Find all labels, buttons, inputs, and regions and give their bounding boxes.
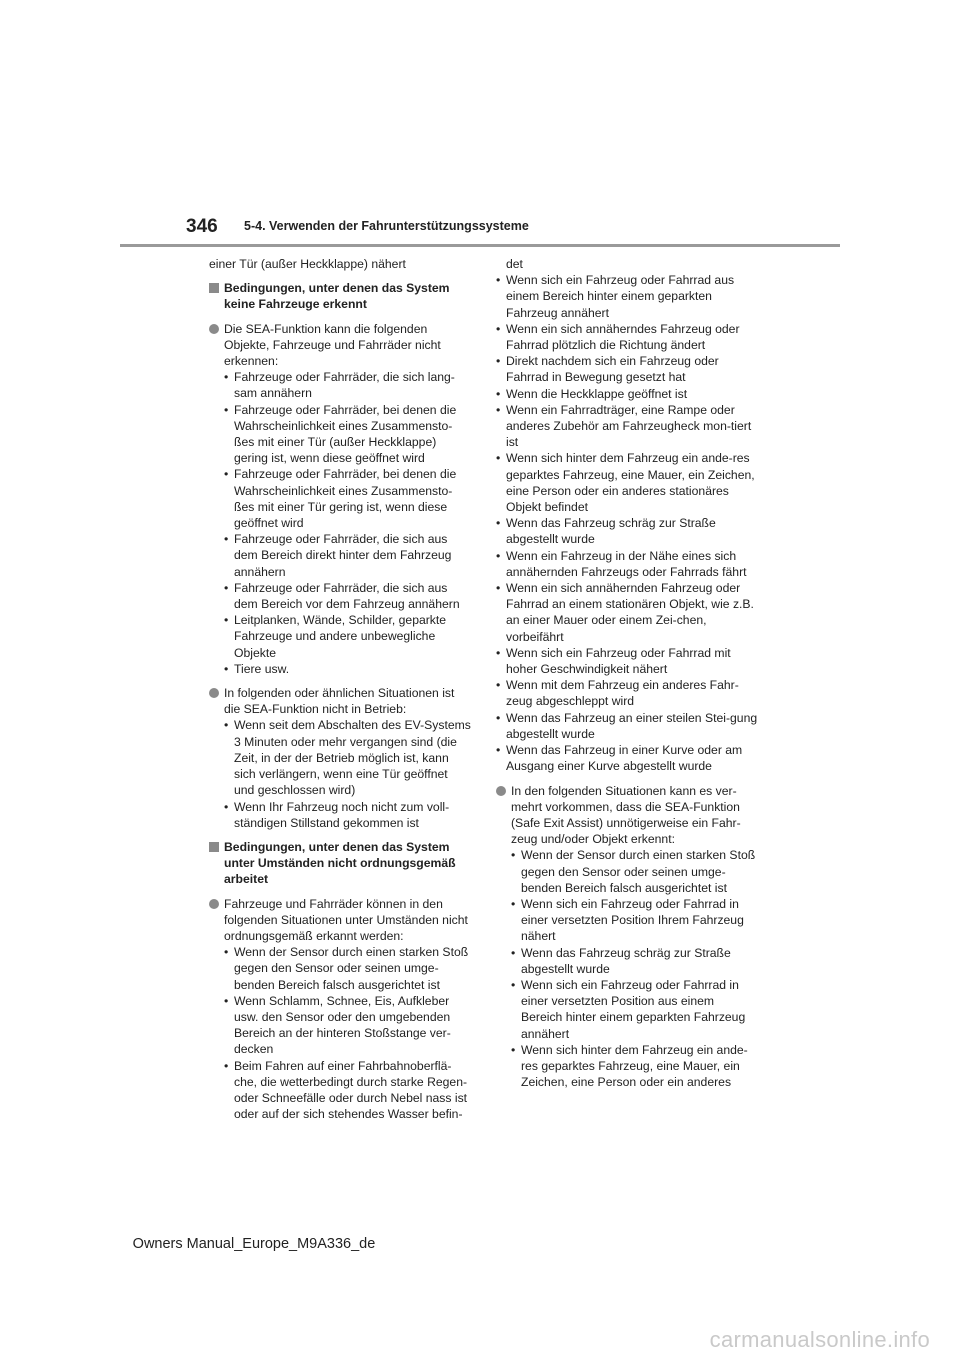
list-item: • Wenn sich ein Fahrzeug oder Fahrrad aus einem Bereich hinter einem geparkten Fahrzeug annähert [496, 272, 758, 321]
list-item: • Fahrzeuge oder Fahrräder, die sich aus dem Bereich direkt hinter dem Fahrzeug annähern [224, 531, 471, 580]
list-item: • Wenn sich hinter dem Fahrzeug ein ande-res geparktes Fahrzeug, eine Mauer, ein Zeichen, eine Person oder ein anderes stationäres Objekt befindet [496, 450, 758, 515]
continuation-text: det [506, 257, 523, 271]
circle-bullet-icon [209, 899, 219, 909]
list-item: • Wenn das Fahrzeug schräg zur Straße abgestellt wurde [511, 945, 758, 977]
square-bullet-icon [209, 283, 219, 293]
intro-text: einer Tür (außer Heckklappe) nähert [209, 257, 406, 271]
section-heading [209, 839, 471, 888]
list-item: • Wenn das Fahrzeug an einer steilen Stei-gung abgestellt wurde [496, 710, 758, 742]
bullet-paragraph [209, 321, 471, 677]
list-item: • Wenn ein sich annähernden Fahrzeug oder Fahrrad an einem stationären Objekt, wie z.B. an einer Mauer oder einem Zei-chen, vorbeifährt [496, 580, 758, 645]
list-item: • Wenn sich ein Fahrzeug oder Fahrrad in einer versetzten Position Ihrem Fahrzeug nähert [511, 896, 758, 945]
list-item: • Wenn das Fahrzeug schräg zur Straße abgestellt wurde [496, 515, 758, 547]
list-item: • Fahrzeuge oder Fahrräder, bei denen die Wahrscheinlichkeit eines Zusammensto-ßes mit einer Tür (außer Heckklappe) gering ist, wenn diese geöffnet wird [224, 402, 471, 467]
watermark: carmanualsonline.info [709, 1327, 930, 1352]
circle-bullet-icon [209, 324, 219, 334]
list-item: • Wenn ein Fahrzeug in der Nähe eines sich annähernden Fahrzeugs oder Fahrrads fährt [496, 548, 758, 580]
list-item: • Wenn das Fahrzeug in einer Kurve oder am Ausgang einer Kurve abgestellt wurde [496, 742, 758, 774]
bullet-list [224, 944, 471, 1122]
list-item: • Direkt nachdem sich ein Fahrzeug oder Fahrrad in Bewegung gesetzt hat [496, 353, 758, 385]
list-item: • Fahrzeuge oder Fahrräder, bei denen die Wahrscheinlichkeit eines Zusammensto-ßes mit einer Tür gering ist, wenn diese geöffnet wird [224, 466, 471, 531]
section-title: 5-4. Verwenden der Fahrunterstützungssysteme [244, 219, 529, 233]
circle-bullet-icon [209, 688, 219, 698]
list-item: • Wenn mit dem Fahrzeug ein anderes Fahr-zeug abgeschleppt wird [496, 677, 758, 709]
bullet-list [511, 847, 758, 1090]
paragraph-text: Fahrzeuge und Fahrräder können in den folgenden Situationen unter Umständen nicht ordnungsgemäß erkannt werden: [224, 896, 468, 943]
list-item: • Wenn sich hinter dem Fahrzeug ein ande-res geparktes Fahrzeug, eine Mauer, ein Zeichen, eine Person oder ein anderes [511, 1042, 758, 1091]
left-column [209, 256, 471, 1130]
bullet-paragraph [209, 896, 471, 1123]
footer [0, 1236, 960, 1252]
paragraph-text: Die SEA-Funktion kann die folgenden Objekte, Fahrzeuge und Fahrräder nicht erkennen: [224, 321, 441, 369]
page-number: 346 [186, 216, 218, 237]
heading-text: Bedingungen, unter denen das System keine Fahrzeuge erkennt [224, 281, 450, 312]
bullet-paragraph [496, 783, 758, 1091]
manual-id: Owners Manual_Europe_M9A336_de [132, 1236, 376, 1252]
square-bullet-icon [209, 842, 219, 852]
list-item: • Wenn Ihr Fahrzeug noch nicht zum voll-ständigen Stillstand gekommen ist [224, 799, 471, 831]
bullet-list [496, 272, 758, 774]
list-item: • Fahrzeuge oder Fahrräder, die sich lang-sam annähern [224, 369, 471, 401]
list-item: • Wenn ein Fahrradträger, eine Rampe oder anderes Zubehör am Fahrzeugheck mon-tiert ist [496, 402, 758, 451]
header-rule [120, 244, 840, 247]
heading-text: Bedingungen, unter denen das System unter Umständen nicht ordnungsgemäß arbeitet [224, 839, 456, 887]
bullet-list [224, 717, 471, 830]
list-item: • Tiere usw. [224, 661, 471, 677]
list-item: • Wenn sich ein Fahrzeug oder Fahrrad in einer versetzten Position aus einem Bereich hinter einem geparkten Fahrzeug annähert [511, 977, 758, 1042]
section-heading [209, 280, 471, 312]
list-item: • Wenn der Sensor durch einen starken Stoß gegen den Sensor oder seinen umge-benden Bereich falsch ausgerichtet ist [224, 944, 471, 993]
right-column [496, 256, 758, 1098]
list-item: • Wenn die Heckklappe geöffnet ist [496, 386, 758, 402]
paragraph-text: In den folgenden Situationen kann es ver-mehrt vorkommen, dass die SEA-Funktion (Safe Exit Assist) unnötigerweise ein Fahr-zeug und/oder Objekt erkennt: [511, 783, 741, 847]
list-item: • Beim Fahren auf einer Fahrbahnoberflä-che, die wetterbedingt durch starke Regen-oder Schneefälle oder durch Nebel nass ist oder auf der sich stehendes Wasser befin- [224, 1058, 471, 1123]
paragraph-text: In folgenden oder ähnlichen Situationen ist die SEA-Funktion nicht in Betrieb: [224, 686, 455, 717]
list-item: • Wenn Schlamm, Schnee, Eis, Aufkleber usw. den Sensor oder den umgebenden Bereich an der hinteren Stoßstange ver-decken [224, 993, 471, 1058]
list-item: • Leitplanken, Wände, Schilder, geparkte Fahrzeuge und andere unbewegliche Objekte [224, 612, 471, 661]
list-item: • Wenn sich ein Fahrzeug oder Fahrrad mit hoher Geschwindigkeit nähert [496, 645, 758, 677]
bullet-paragraph [209, 685, 471, 831]
list-item: • Wenn der Sensor durch einen starken Stoß gegen den Sensor oder seinen umge-benden Bereich falsch ausgerichtet ist [511, 847, 758, 896]
list-item: • Fahrzeuge oder Fahrräder, die sich aus dem Bereich vor dem Fahrzeug annähern [224, 580, 471, 612]
bullet-list [224, 369, 471, 677]
list-item: • Wenn seit dem Abschalten des EV-Systems 3 Minuten oder mehr vergangen sind (die Zeit, in der der Betrieb möglich ist, kann sich verlängern, wenn eine Tür geöffnet und geschlossen wird) [224, 717, 471, 798]
circle-bullet-icon [496, 786, 506, 796]
list-item: • Wenn ein sich annäherndes Fahrzeug oder Fahrrad plötzlich die Richtung ändert [496, 321, 758, 353]
